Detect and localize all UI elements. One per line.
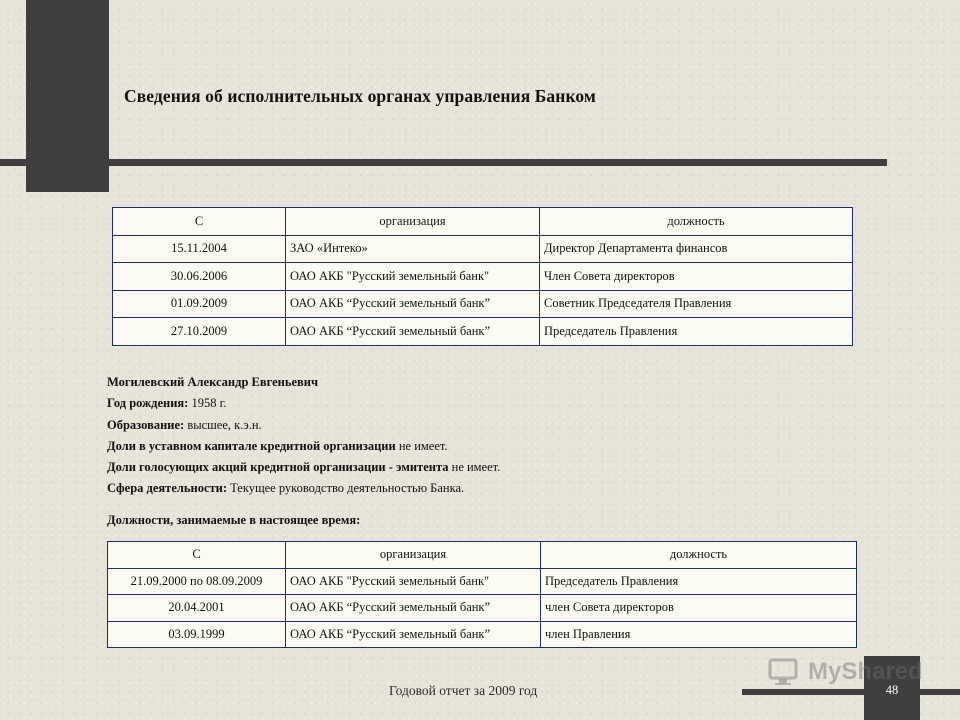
decor-top-bar <box>0 159 887 166</box>
current-positions-heading <box>107 510 500 531</box>
cell-date: 15.11.2004 <box>113 235 286 263</box>
birth-year-line <box>107 393 500 414</box>
cell-organization: ОАО АКБ "Русский земельный банк" <box>286 263 540 291</box>
cell-organization: ОАО АКБ “Русский земельный банк” <box>286 621 541 648</box>
table-row <box>113 318 853 346</box>
table-header-row <box>108 542 857 569</box>
cell-organization: ОАО АКБ “Русский земельный банк” <box>286 290 540 318</box>
previous-positions-table <box>112 207 853 346</box>
table-row <box>108 621 857 648</box>
education-value: высшее, к.э.н. <box>184 417 262 432</box>
person-name <box>107 372 500 393</box>
cell-organization: ОАО АКБ "Русский земельный банк" <box>286 568 541 595</box>
cell-date: 20.04.2001 <box>108 595 286 622</box>
page-number: 48 <box>885 683 899 697</box>
table-row <box>108 595 857 622</box>
voting-shares-value: не имеет. <box>448 460 501 475</box>
activity-value: Текущее руководство деятельностью Банка. <box>227 481 465 496</box>
cell-date: 21.09.2000 по 08.09.2009 <box>108 568 286 595</box>
cell-date: 01.09.2009 <box>113 290 286 318</box>
cell-date: 03.09.1999 <box>108 621 286 648</box>
cell-position: Председатель Правления <box>541 568 857 595</box>
cell-position: член Совета директоров <box>541 595 857 622</box>
column-header-organization: организация <box>286 208 540 236</box>
person-bio <box>107 372 500 531</box>
cell-position: Председатель Правления <box>540 318 853 346</box>
cell-position: Директор Департамента финансов <box>540 235 853 263</box>
cell-position: член Правления <box>541 621 857 648</box>
column-header-from: С <box>113 208 286 236</box>
person-name-text: Могилевский Александр Евгеньевич <box>107 375 319 389</box>
cell-date: 27.10.2009 <box>113 318 286 346</box>
voting-shares-label: Доли голосующих акций кредитной организации - эмитента <box>107 460 449 475</box>
cell-organization: ЗАО «Интеко» <box>286 235 540 263</box>
education-line <box>107 415 500 436</box>
watermark-text: MyShared <box>808 658 923 685</box>
table-row <box>113 235 853 263</box>
current-positions-heading-text: Должности, занимаемые в настоящее время: <box>107 512 361 527</box>
table-header-row <box>113 208 853 236</box>
slide-footer: Годовой отчет за 2009 год <box>389 683 538 698</box>
table-row <box>108 568 857 595</box>
cell-position: Советник Председателя Правления <box>540 290 853 318</box>
cell-date: 30.06.2006 <box>113 263 286 291</box>
birth-year-value: 1958 г. <box>188 396 227 411</box>
table-row <box>113 263 853 291</box>
column-header-from: С <box>108 542 286 569</box>
activity-label: Сфера деятельности: <box>107 481 228 496</box>
capital-share-value: не имеет. <box>395 438 448 453</box>
monitor-icon <box>768 658 802 686</box>
table-row <box>113 290 853 318</box>
capital-share-line <box>107 436 500 457</box>
activity-line <box>107 478 500 499</box>
column-header-position: должность <box>540 208 853 236</box>
cell-organization: ОАО АКБ “Русский земельный банк” <box>286 595 541 622</box>
slide-title: Сведения об исполнительных органах управления Банком <box>124 86 596 106</box>
voting-shares-line <box>107 457 500 478</box>
column-header-position: должность <box>541 542 857 569</box>
capital-share-label: Доли в уставном капитале кредитной организации <box>107 438 396 453</box>
cell-position: Член Совета директоров <box>540 263 853 291</box>
cell-organization: ОАО АКБ “Русский земельный банк” <box>286 318 540 346</box>
education-label: Образование: <box>107 417 185 432</box>
current-positions-table <box>107 541 857 648</box>
birth-year-label: Год рождения: <box>107 396 189 411</box>
column-header-organization: организация <box>286 542 541 569</box>
